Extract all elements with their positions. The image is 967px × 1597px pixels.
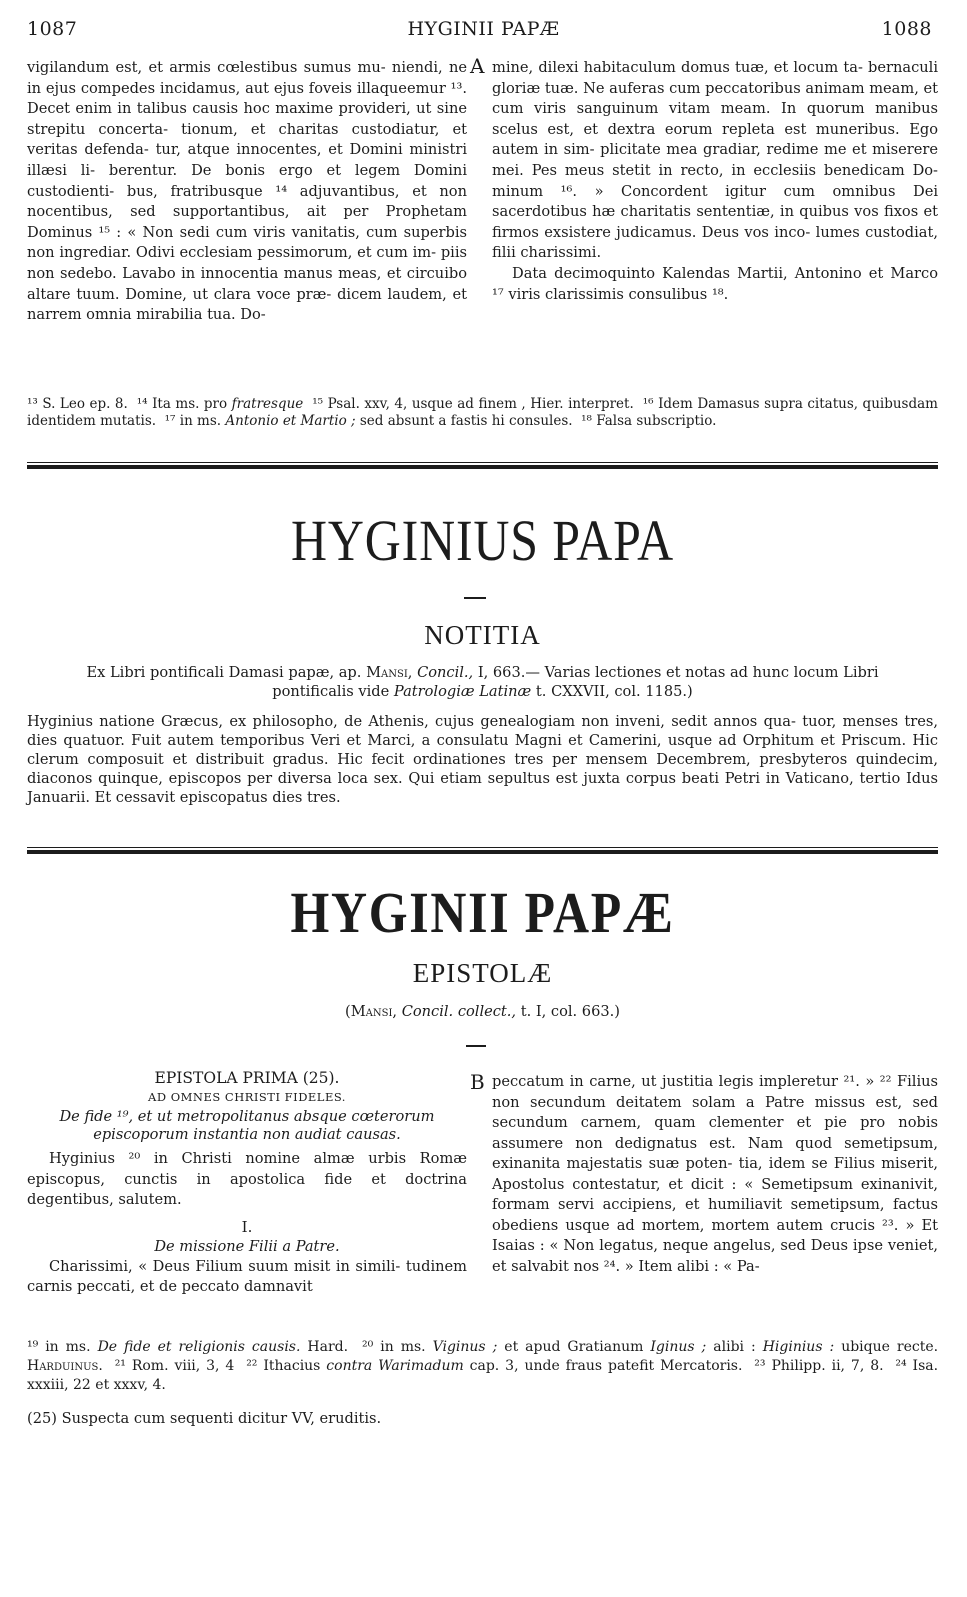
section-subtitle-epistolae: EPISTOLÆ (412, 958, 553, 988)
footnote-22-italic: contra Warimadum (326, 1358, 464, 1374)
column-marker-a: A (470, 54, 485, 78)
epistola-left-body: Charissimi, « Deus Filium suum misit in simili- tudinem carnis peccati, et de peccato damnavit (27, 1257, 467, 1295)
footnote-15: ¹⁵ Psal. xxv, 4, usque ad finem , Hier. interpret. (312, 396, 634, 412)
footnote-16: ¹⁶ Idem Damasus supra citatus, quibusdam identidem mutatis. (27, 396, 938, 429)
epistolae-source-mansi: Mansi, (350, 1003, 398, 1020)
footnote-17: ¹⁷ in ms. (164, 413, 222, 429)
source-text-f: t. CXXVII, col. 1185.) (535, 683, 693, 700)
epistola-address: AD OMNES CHRISTI FIDELES. (148, 1090, 346, 1104)
footnote-20-text-e: alibi : (713, 1339, 756, 1355)
epistola-left-column (27, 1068, 467, 1298)
footnote-19-italic: De fide et religionis causis. (97, 1339, 301, 1355)
chapter-number: I. (241, 1217, 253, 1236)
running-title: HYGINII PAPÆ (407, 18, 560, 40)
divider-thick-2 (27, 850, 938, 854)
page-number-right: 1088 (881, 18, 932, 40)
footnote-25: (25) Suspecta cum sequenti dicitur VV, eruditis. (27, 1410, 382, 1427)
footnote-24: ²⁴ Isa. xxxiii, 22 et xxxv, 4. (27, 1358, 939, 1393)
top-left-text: vigilandum est, et armis cœlestibus sumus mu- niendi, ne in ejus compedes incidamus, aut ejus foveis illaqueemur ¹³. Decet enim in talibus causis hoc maxime provideri, ut sine strepitu concerta- tionum, et charitas custodiatur, et veritas defenda- tur, atque innocentes, et Domini ministri illæsi li- berentur. De bonis ergo et legem Domini custodienti- bus, fratribusque ¹⁴ adjuvantibus, et non nocentibus, sed supportantibus, ait per Prophetam Dominus ¹⁵ : « Non sedi cum viris vanitatis, cum superbis non ingrediar. Odivi ecclesiam pessimorum, et cum im- piis non sedebo. Lavabo in innocentia manus meas, et circuibo altare tuum. Domine, ut clara voce præ- dicem laudem, et narrem omnia mirabilia tua. Do- (27, 59, 467, 324)
footnote-20-italic-a: Viginus ; (432, 1339, 498, 1355)
column-marker-b: B (470, 1070, 485, 1094)
top-right-column (492, 58, 938, 305)
title-dash-1 (464, 597, 486, 599)
page-number-left: 1087 (27, 18, 78, 40)
epistola-right-column (492, 1072, 938, 1277)
footnote-14-italic: fratresque (231, 396, 304, 412)
notitia-body: Hyginius natione Græcus, ex philosopho, de Athenis, cujus genealogiam non inveni, sedit annos qua- tuor, menses tres, dies quatuor. Fuit autem temporibus Veri et Marci, a consulatu Magni et Camerini, usque ad Orphitum et Priscum. Hic clerum composuit et distribuit gradus. Hic fecit ordinationes tres per mensem Decembrem, presbyteros quindecim, diaconos quinque, episcopos per diversa loca sex. Qui etiam sepultus est juxta corpus beati Petri in Vaticano, tertio Idus Januarii. Et cessavit episcopatus dies tres. (27, 713, 938, 806)
top-right-text: mine, dilexi habitaculum domus tuæ, et locum ta- bernaculi gloriæ tuæ. Ne auferas cum peccatoribus animam meam, et cum viris sanguinum vitam meam. In quorum manibus scelus est, et dextra eorum repleta est muneribus. Ego autem in sim- plicitate mea gradiar, redime me et miserere mei. Pes meus stetit in recto, in ecclesiis benedicam Do- minum ¹⁶. » Concordent igitur cum omnibus Dei sacerdotibus hæ charitatis sententiæ, in quibus vos fixos et firmos exsistere judicamus. Deus vos inco- lumes custodiat, filii charissimi. (492, 59, 938, 262)
epistolae-source-concil: Concil. collect., (401, 1003, 517, 1020)
epistolae-source: (Mansi, Concil. collect., t. I, col. 663.) (344, 1003, 620, 1020)
source-concil: Concil., (417, 664, 474, 681)
epistola-summary: De fide ¹⁹, et ut metropolitanus absque cœterorum episcoporum instantia non audiat causas. (59, 1108, 435, 1143)
footnote-14: ¹⁴ Ita ms. pro (136, 396, 228, 412)
chapter-title: De missione Filii a Patre. (154, 1237, 340, 1255)
divider-thin-2 (27, 847, 938, 848)
source-patrologia: Patrologiæ Latinæ (393, 683, 532, 700)
footnote-20-text-c: et apud Gratianum (504, 1339, 644, 1355)
footnote-22-rest: cap. 3, unde fraus patefit Mercatoris. (469, 1358, 743, 1374)
footnote-20-text-g: ubique recte. (841, 1339, 939, 1355)
divider-thick-1 (27, 465, 938, 469)
epistolae-source-col: t. I, col. 663.) (520, 1003, 620, 1020)
footnote-20-italic-d: Iginus ; (650, 1339, 707, 1355)
footnote-23: ²³ Philipp. ii, 7, 8. (754, 1358, 884, 1374)
footnote-17-italic: Antonio et Martio ; (225, 413, 356, 429)
epistola-right-body: peccatum in carne, ut justitia legis impleretur ²¹. » ²² Filius non secundum deitatem solam a Patre missus est, sed secundum carnem, quam clementer et pie pro nobis assumere non dedignatus est. Nam quod semetipsum, exinanita majestatis suæ poten- tia, idem se Filius miserit, Apostolus contestatur, et dicit : « Semetipsum exinanivit, formam servi accipiens, et humiliavit semetipsum, factus obediens usque ad mortem, mortem autem crucis ²³. » Et Isaias : « Non legatus, neque angelus, sed Deus ipse veniet, et salvabit nos ²⁴. » Item alibi : « Pa- (492, 1073, 938, 1275)
footnote-20-italic-f: Higinius : (762, 1339, 835, 1355)
footnote-20: ²⁰ in ms. (362, 1339, 426, 1355)
notitia-source (27, 663, 938, 701)
top-left-column (27, 58, 467, 326)
section-title-hyginius-papa: HYGINIUS PAPA (290, 508, 675, 573)
epistola-heading: EPISTOLA PRIMA (25). (154, 1069, 340, 1087)
section-subtitle-notitia: NOTITIA (424, 620, 541, 650)
source-mansi: Mansi, (366, 664, 413, 681)
footnote-22: ²² Ithacius (246, 1358, 321, 1374)
footnote-18: ¹⁸ Falsa subscriptio. (581, 413, 717, 429)
footnote-13: ¹³ S. Leo ep. 8. (27, 396, 128, 412)
footnote-20-harduinus: Harduinus. (27, 1358, 103, 1374)
source-text-d: I, 663.— Varias lectiones et notas ad hunc locum Libri pontificalis vide (272, 664, 879, 700)
source-text-a: Ex Libri pontificali Damasi papæ, ap. (86, 664, 362, 681)
footnote-21: ²¹ Rom. viii, 3, 4 (114, 1358, 235, 1374)
top-footnotes (27, 396, 938, 430)
epistola-greeting: Hyginius ²⁰ in Christi nomine almæ urbis Romæ episcopus, cunctis in apostolica fide et doctrina degentibus, salutem. (27, 1150, 467, 1208)
footnote-19: ¹⁹ in ms. (27, 1339, 91, 1355)
title-dash-2 (466, 1045, 486, 1047)
footnote-17-rest: sed absunt a fastis hi consules. (359, 413, 573, 429)
bottom-footnotes (27, 1338, 938, 1395)
divider-thin-1 (27, 462, 938, 463)
footnote-19-rest: Hard. (307, 1339, 349, 1355)
section-title-hyginii-papae: HYGINII PAPÆ (290, 880, 675, 945)
top-right-dating: Data decimoquinto Kalendas Martii, Antonino et Marco ¹⁷ viris clarissimis consulibus ¹⁸. (492, 264, 938, 303)
